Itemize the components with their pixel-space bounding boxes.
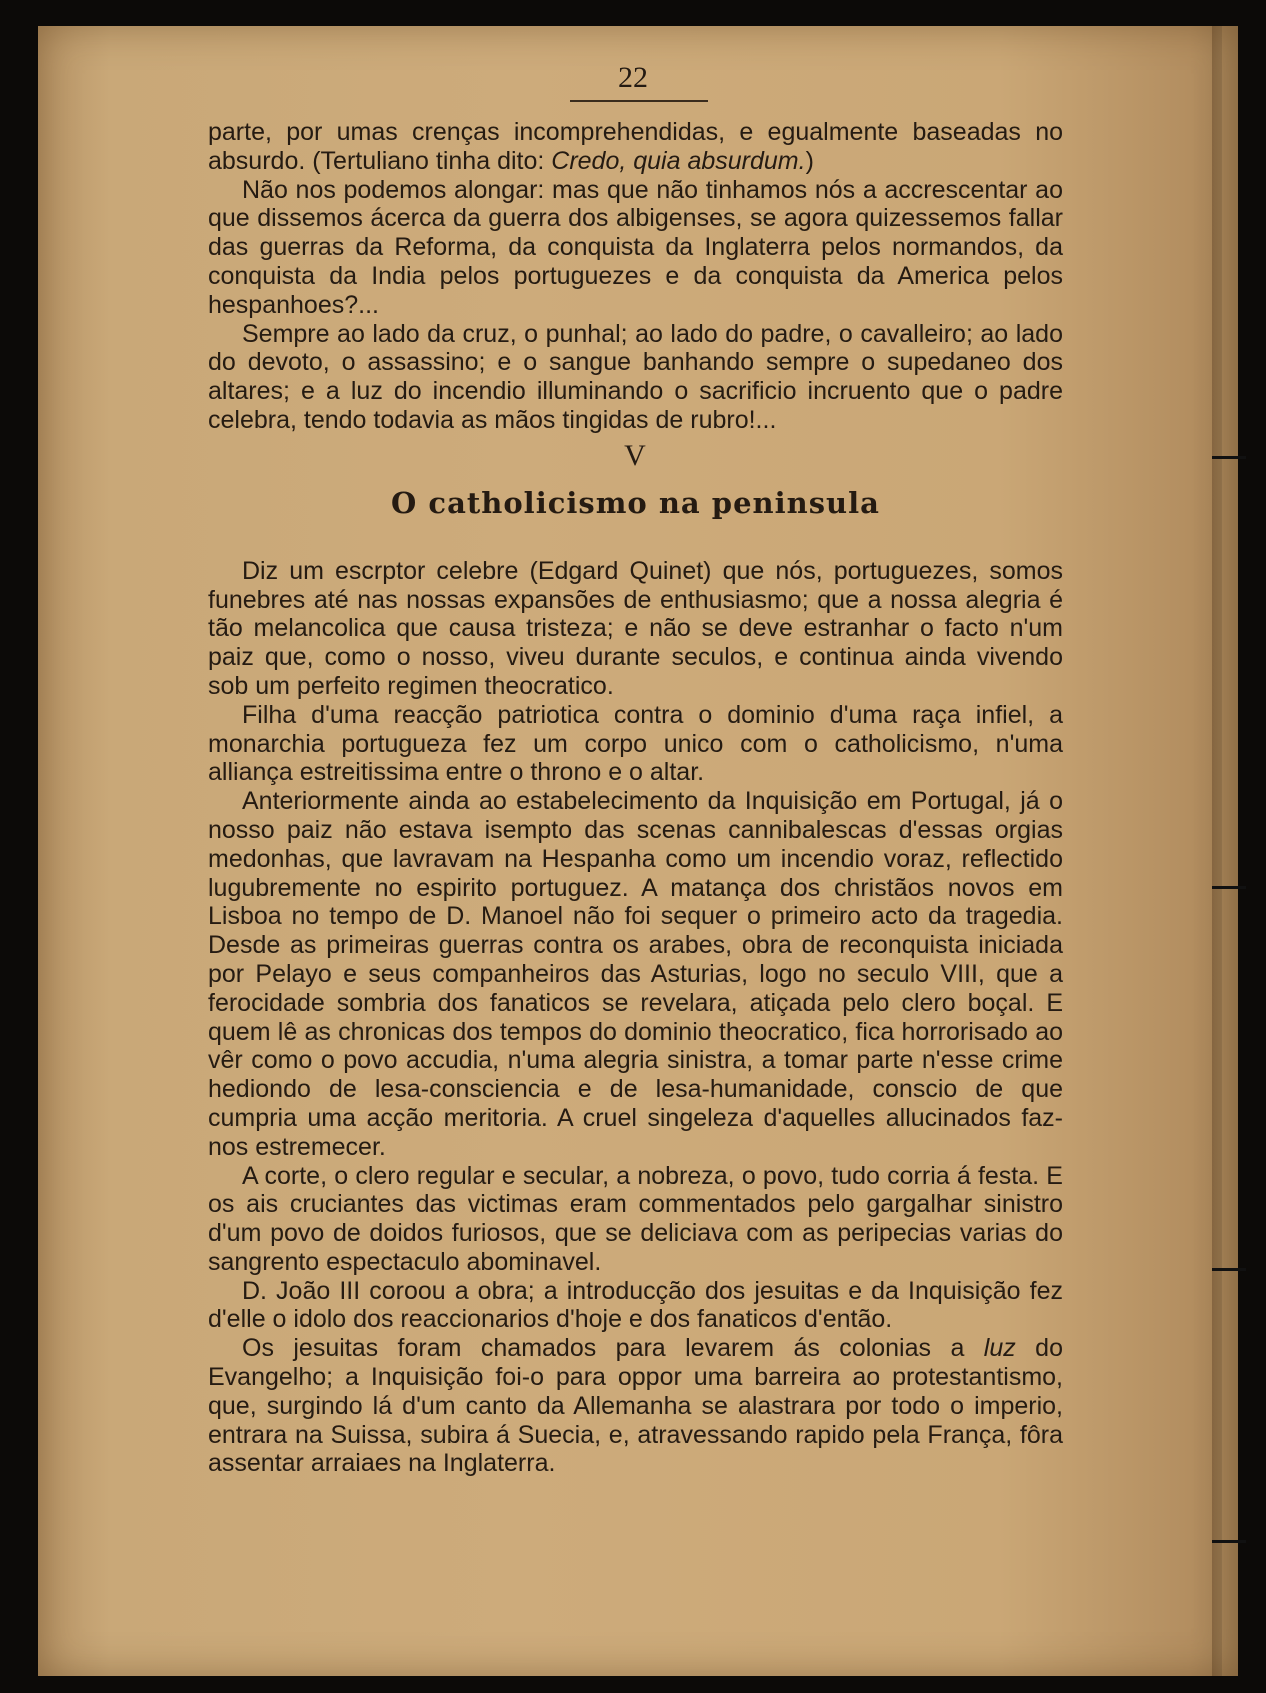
paragraph — [208, 118, 1063, 176]
binding-mark — [1212, 1268, 1246, 1271]
paragraph: Anteriormente ainda ao estabelecimento da Inquisição em Portugal, já o nosso paiz não estava isempto das scenas cannibalescas d'essas orgias medonhas, que lavravam na Hespanha como um incendio voraz, reflectido lugubremente no espirito portuguez. A matança dos christãos novos em Lisboa no tempo de D. Manoel não foi sequer o primeiro acto da tragedia. Desde as primeiras guerras contra os arabes, obra de reconquista iniciada por Pelayo e seus companheiros das Asturias, logo no seculo VIII, que a ferocidade sombria dos fanaticos se revelara, atiçada pelo clero boçal. E quem lê as chronicas dos tempos do dominio theocratico, fica horrorisado ao vêr como o povo accudia, n'uma alegria sinistra, a tomar parte n'esse crime hediondo de lesa-consciencia e de lesa-humanidade, conscio de que cumpria uma acção meritoria. A cruel singeleza d'aquelles allucinados faz-nos estremecer. — [208, 787, 1063, 1161]
italic-word: luz — [983, 1334, 1016, 1363]
paragraph-text: Os jesuitas foram chamados para levarem ás colonias a — [242, 1334, 984, 1363]
paragraph: Diz um escrptor celebre (Edgard Quinet) que nós, portuguezes, somos funebres até nas nossas expansões de enthusiasmo; que a nossa alegria é tão melancolica que causa tristeza; e não se deve estranhar o facto n'um paiz que, como o nosso, viveu durante seculos, e continua ainda vivendo sob um perfeito regimen theocratico. — [208, 556, 1063, 700]
paragraph: D. João III coroou a obra; a introducção dos jesuitas e da Inquisição fez d'elle o idolo dos reaccionarios d'hoje e dos fanaticos d'então. — [208, 1276, 1063, 1334]
binding-mark — [1212, 886, 1246, 889]
page-number-rule — [570, 100, 708, 102]
paragraph — [208, 1334, 1063, 1478]
paragraph-text: ) — [805, 146, 814, 175]
paragraph-text: do Evangelho; a Inquisição foi-o para oppor uma barreira ao protestantismo, que, surgindo lá d'um canto da Allemanha se alastrara por todo o imperio, entrara na Suissa, subira á Suecia, e, atravessando rapido pela França, fôra assentar arraiaes na Inglaterra. — [208, 1334, 1063, 1478]
paragraph-text: parte, por umas crenças incomprehendidas, e egualmente baseadas no absurdo. (Tertuliano tinha dito: — [208, 118, 1063, 175]
page-text — [208, 118, 1063, 1478]
latin-quote: Credo, quia absurdum. — [551, 146, 806, 175]
paragraph: Não nos podemos alongar: mas que não tinhamos nós a accrescentar ao que dissemos ácerca da guerra dos albigenses, se agora quizessemos fallar das guerras da Reforma, da conquista da Inglaterra pelos normandos, da conquista da India pelos portuguezes e da conquista da America pelos hespanhoes?... — [208, 175, 1063, 319]
section-title: O catholicismo na peninsula — [391, 485, 880, 520]
paragraph: Sempre ao lado da cruz, o punhal; ao lado do padre, o cavalleiro; ao lado do devoto, o assassino; e o sangue banhando sempre o supedaneo dos altares; e a luz do incendio illuminando o sacrificio incruento que o padre celebra, tendo todavia as mãos tingidas de rubro!... — [208, 319, 1063, 434]
page-fold-shadow — [1212, 26, 1222, 1676]
page-number: 22 — [618, 61, 648, 94]
binding-mark — [1212, 1540, 1246, 1543]
binding-mark — [1212, 456, 1246, 459]
section-numeral: V — [624, 438, 647, 472]
paragraph: A corte, o clero regular e secular, a nobreza, o povo, tudo corria á festa. E os ais cruciantes das victimas eram commentados pelo gargalhar sinistro d'um povo de doidos furiosos, que se deliciava com as peripecias varias do sangrento espectaculo abominavel. — [208, 1161, 1063, 1276]
paragraph: Filha d'uma reacção patriotica contra o dominio d'uma raça infiel, a monarchia portugueza fez um corpo unico com o catholicismo, n'uma alliança estreitissima entre o throno e o altar. — [208, 700, 1063, 787]
